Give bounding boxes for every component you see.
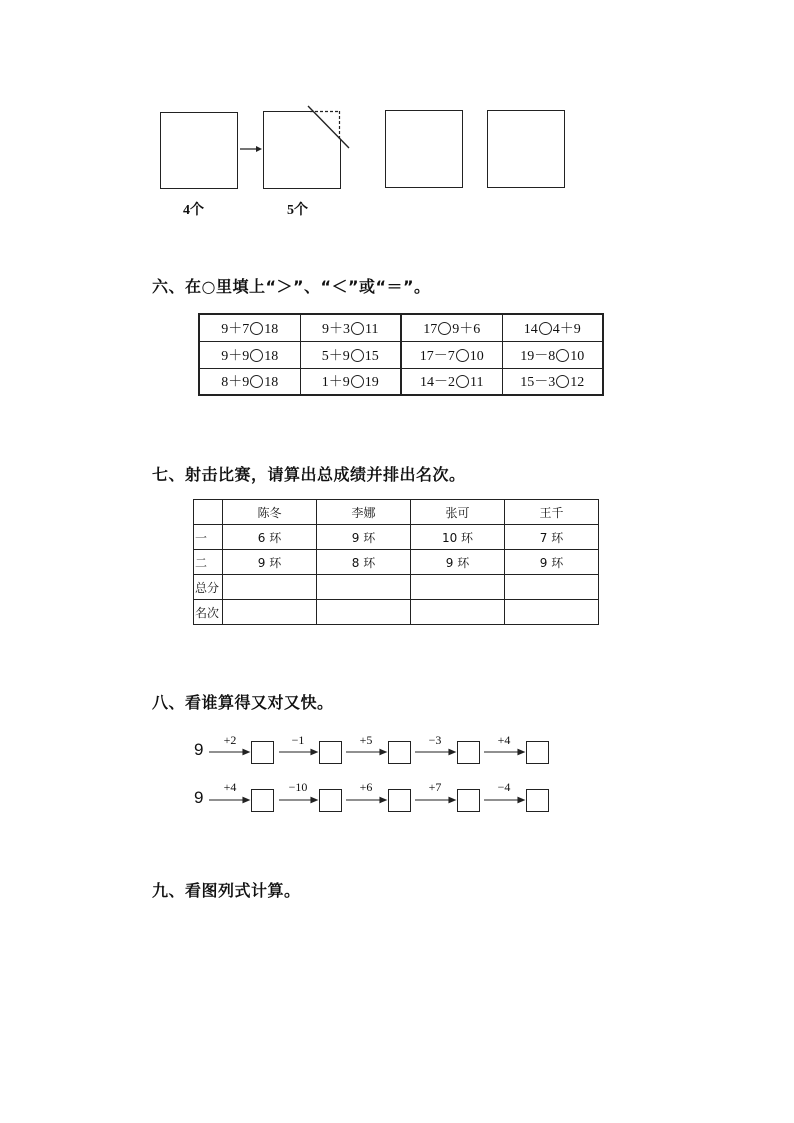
table-row: [194, 575, 599, 600]
table-header-row: [194, 500, 599, 525]
blank-circle[interactable]: [456, 375, 469, 388]
comparison-cell[interactable]: 19－8 10: [502, 341, 603, 368]
column-header: 陈冬: [223, 500, 317, 525]
section-six-title: 六、在○里填上“＞”、“＜”或“＝”。: [152, 277, 431, 296]
comparison-cell[interactable]: 14 4＋9: [502, 314, 603, 341]
section-seven-title: 七、射击比赛，请算出总成绩并排出名次。: [152, 465, 466, 484]
answer-box[interactable]: [457, 789, 480, 812]
square-label-1: 4个: [183, 203, 204, 218]
comparison-cell[interactable]: 15－3 12: [502, 368, 603, 395]
operation-label: +4: [223, 780, 237, 794]
total-cell[interactable]: [317, 575, 411, 600]
operation-label: +6: [359, 780, 373, 794]
answer-box[interactable]: [388, 741, 411, 764]
answer-box[interactable]: [457, 741, 480, 764]
blank-circle[interactable]: [438, 322, 451, 335]
row-header: 名次: [194, 600, 223, 625]
answer-box[interactable]: [526, 741, 549, 764]
answer-box[interactable]: [388, 789, 411, 812]
answer-box[interactable]: [251, 789, 274, 812]
comparison-cell[interactable]: 17 9＋6: [401, 314, 502, 341]
operation-label: +2: [223, 733, 237, 747]
blank-circle[interactable]: [351, 322, 364, 335]
operation-label: −3: [428, 733, 442, 747]
blank-circle[interactable]: [351, 375, 364, 388]
square-4: [487, 110, 565, 188]
score-cell: 7 环: [505, 525, 599, 550]
corner-cell: [194, 500, 223, 525]
row-header: 总分: [194, 575, 223, 600]
comparison-cell[interactable]: 1＋9 19: [300, 368, 401, 395]
comparison-cell[interactable]: 9＋7 18: [199, 314, 300, 341]
comparison-cell[interactable]: 14－2 11: [401, 368, 502, 395]
cut-line-overlay: [230, 100, 360, 170]
rank-cell[interactable]: [223, 600, 317, 625]
shooting-table: [193, 499, 599, 625]
row-header: 二: [194, 550, 223, 575]
score-cell: 10 环: [411, 525, 505, 550]
rank-cell[interactable]: [411, 600, 505, 625]
score-cell: 8 环: [317, 550, 411, 575]
blank-circle[interactable]: [556, 375, 569, 388]
operation-label: +5: [359, 733, 373, 747]
column-header: 王千: [505, 500, 599, 525]
column-header: 李娜: [317, 500, 411, 525]
section-eight-title: 八、看谁算得又对又快。: [152, 693, 334, 712]
score-cell: 9 环: [317, 525, 411, 550]
comparison-cell[interactable]: 17－7 10: [401, 341, 502, 368]
column-header: 张可: [411, 500, 505, 525]
square-label-2: 5个: [287, 203, 308, 218]
blank-circle[interactable]: [250, 375, 263, 388]
table-row: [194, 600, 599, 625]
table-row: [194, 550, 599, 575]
rank-cell[interactable]: [505, 600, 599, 625]
chain-start-number: 9: [194, 740, 204, 759]
comparison-cell[interactable]: 9＋3 11: [300, 314, 401, 341]
total-cell[interactable]: [223, 575, 317, 600]
table-row: [199, 341, 603, 368]
blank-circle[interactable]: [556, 349, 569, 362]
comparison-cell[interactable]: 9＋9 18: [199, 341, 300, 368]
chain-start-number: 9: [194, 788, 204, 807]
operation-label: +4: [497, 733, 511, 747]
score-cell: 6 环: [223, 525, 317, 550]
table-row: [199, 314, 603, 341]
blank-circle[interactable]: [351, 349, 364, 362]
operation-label: −10: [288, 780, 308, 794]
comparison-cell[interactable]: 8＋9 18: [199, 368, 300, 395]
table-row: [199, 368, 603, 395]
score-cell: 9 环: [505, 550, 599, 575]
square-3: [385, 110, 463, 188]
blank-circle[interactable]: [250, 349, 263, 362]
total-cell[interactable]: [411, 575, 505, 600]
answer-box[interactable]: [526, 789, 549, 812]
score-cell: 9 环: [223, 550, 317, 575]
total-cell[interactable]: [505, 575, 599, 600]
operation-label: −1: [291, 733, 305, 747]
comparison-cell[interactable]: 5＋9 15: [300, 341, 401, 368]
blank-circle[interactable]: [539, 322, 552, 335]
answer-box[interactable]: [319, 789, 342, 812]
blank-circle[interactable]: [250, 322, 263, 335]
square-1: [160, 112, 238, 189]
answer-box[interactable]: [251, 741, 274, 764]
blank-circle[interactable]: [456, 349, 469, 362]
operation-label: −4: [497, 780, 511, 794]
section-nine-title: 九、看图列式计算。: [152, 881, 301, 900]
row-header: 一: [194, 525, 223, 550]
answer-box[interactable]: [319, 741, 342, 764]
score-cell: 9 环: [411, 550, 505, 575]
operation-label: +7: [428, 780, 442, 794]
rank-cell[interactable]: [317, 600, 411, 625]
comparison-table: [198, 313, 604, 396]
table-row: [194, 525, 599, 550]
